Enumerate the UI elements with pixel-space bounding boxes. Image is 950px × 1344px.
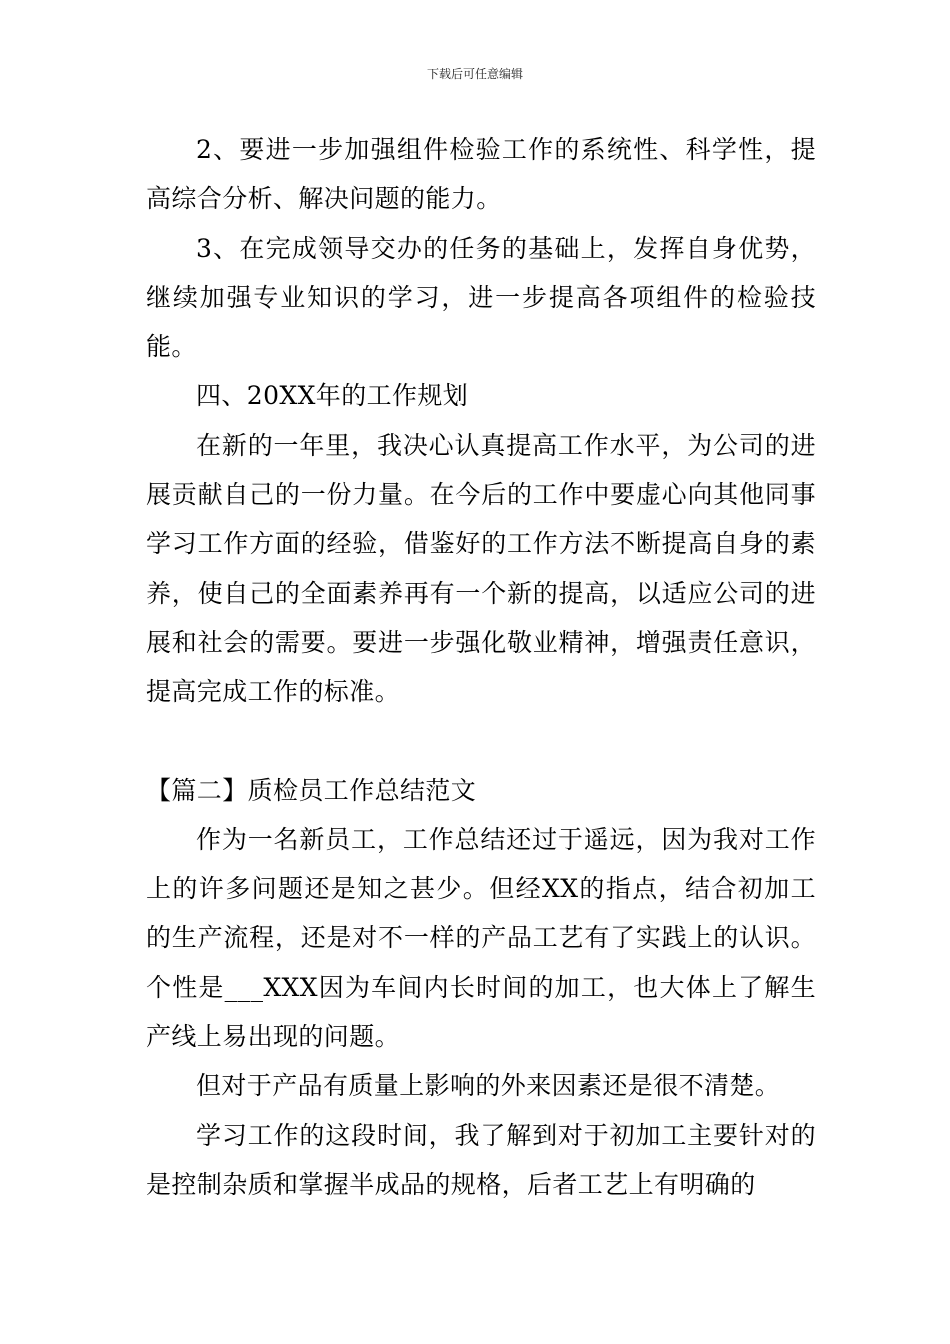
paragraph-learning: 学习工作的这段时间，我了解到对于初加工主要针对的是控制杂质和掌握半成品的规格，后者工艺上有明确的 [146, 1120, 816, 1199]
section-heading-plan: 四、20XX年的工作规划 [196, 381, 469, 411]
paragraph-intro: 作为一名新员工，工作总结还过于遥远，因为我对工作上的许多问题还是知之甚少。但经XX的指点，结合初加工的生产流程，还是对不一样的产品工艺有了实践上的认识。个性是___XXX因为车间内长时间的加工，也大体上了解生产线上易出现的问题。 [146, 824, 816, 1052]
section-spacer [146, 717, 816, 766]
article-heading: 【篇二】质检员工作总结范文 [146, 775, 477, 805]
document-body [146, 125, 816, 1209]
paragraph-plan: 在新的一年里，我决心认真提高工作水平，为公司的进展贡献自己的一份力量。在今后的工作中要虚心向其他同事学习工作方面的经验，借鉴好的工作方法不断提高自身的素养，使自己的全面素养再有一个新的提高，以适应公司的进展和社会的需要。要进一步强化敬业精神，增强责任意识，提高完成工作的标准。 [146, 430, 816, 707]
page-header: 下载后可任意编辑 [426, 67, 523, 81]
paragraph-item-3: 3、在完成领导交办的任务的基础上，发挥自身优势，继续加强专业知识的学习，进一步提高各项组件的检验技能。 [146, 233, 816, 362]
paragraph-external-factors: 但对于产品有质量上影响的外来因素还是很不清楚。 [196, 1071, 781, 1101]
paragraph-item-2: 2、要进一步加强组件检验工作的系统性、科学性，提高综合分析、解决问题的能力。 [146, 135, 816, 214]
